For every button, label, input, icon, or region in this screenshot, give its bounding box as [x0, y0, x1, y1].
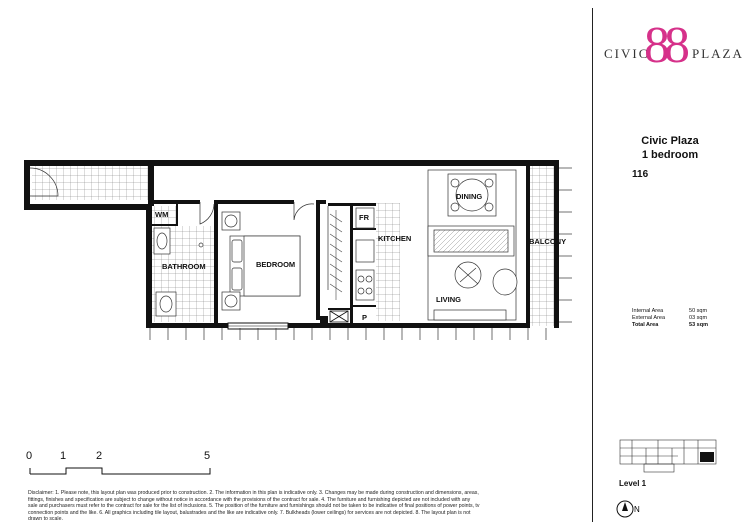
room-label-living: LIVING [436, 295, 462, 304]
room-label-bathroom: BATHROOM [162, 262, 206, 271]
compass-n-label: N [634, 505, 640, 514]
logo-word-left: CIVIC [604, 46, 650, 61]
area-row-internal: Internal Area 50 sqm [632, 308, 708, 314]
room-label-p: P [362, 313, 368, 322]
balcony-tiles [530, 166, 554, 326]
room-label-bedroom: BEDROOM [256, 260, 296, 269]
panel-divider [592, 8, 593, 522]
scale-tick-1: 1 [60, 450, 67, 462]
title-project: Civic Plaza [641, 135, 699, 147]
scale-bar [20, 450, 230, 480]
room-label-balcony: BALCONY [529, 237, 567, 246]
key-plan-unit-highlight [700, 452, 714, 462]
logo-numeral: 88 [644, 17, 684, 74]
room-label-kitchen: KITCHEN [378, 234, 412, 243]
unit-number: 116 [632, 169, 649, 180]
level-label: Level 1 [619, 479, 647, 488]
civic-plaza-logo [604, 17, 744, 86]
scale-tick-5: 5 [204, 450, 211, 462]
title-type: 1 bedroom [641, 149, 699, 161]
room-label-wm: WM [155, 210, 169, 219]
north-compass-icon [616, 498, 638, 520]
room-label-dining: DINING [456, 192, 483, 201]
kitchen-tiles [376, 203, 400, 321]
scale-tick-0: 0 [26, 450, 33, 462]
logo-word-right: PLAZA [692, 46, 744, 61]
entry-corridor-tiles [32, 166, 150, 200]
plan-title [596, 134, 744, 162]
scale-tick-2: 2 [96, 450, 103, 462]
disclaimer-text: Disclaimer: 1. Please note, this layout plan was produced prior to construction. 2. The information in this plan is indicative only. 3. Changes may be made during construction and dimensions, areas, fittings, finishes and specification are subject to change without notice in accordance with the provisions of the contract for sale. 4. The furniture and furnishing depicted are not included with any sale and purchasers must refer to the contract for sale for the list of inclusions. 5. The position of the furniture and furnishings should not be taken to be indicative of final positions of power points, tv connection points and the like. 6. All graphics including tile layout, balustrades and the like are indicative only. 7. Bulkheads (lower ceilings) for services are not depicted. 8. The layout plan is not drawn to scale. [28, 490, 480, 523]
area-row-external: External Area 03 sqm [632, 315, 708, 322]
area-schedule [632, 308, 708, 330]
key-plan [618, 438, 718, 476]
room-label-fr: FR [359, 213, 369, 222]
area-row-total: Total Area 53 sqm [632, 322, 708, 329]
bottom-ticks [150, 328, 546, 340]
p-cupboard [330, 311, 348, 322]
scale-bar-graphic [20, 464, 230, 480]
wardrobe-rail [330, 210, 342, 300]
